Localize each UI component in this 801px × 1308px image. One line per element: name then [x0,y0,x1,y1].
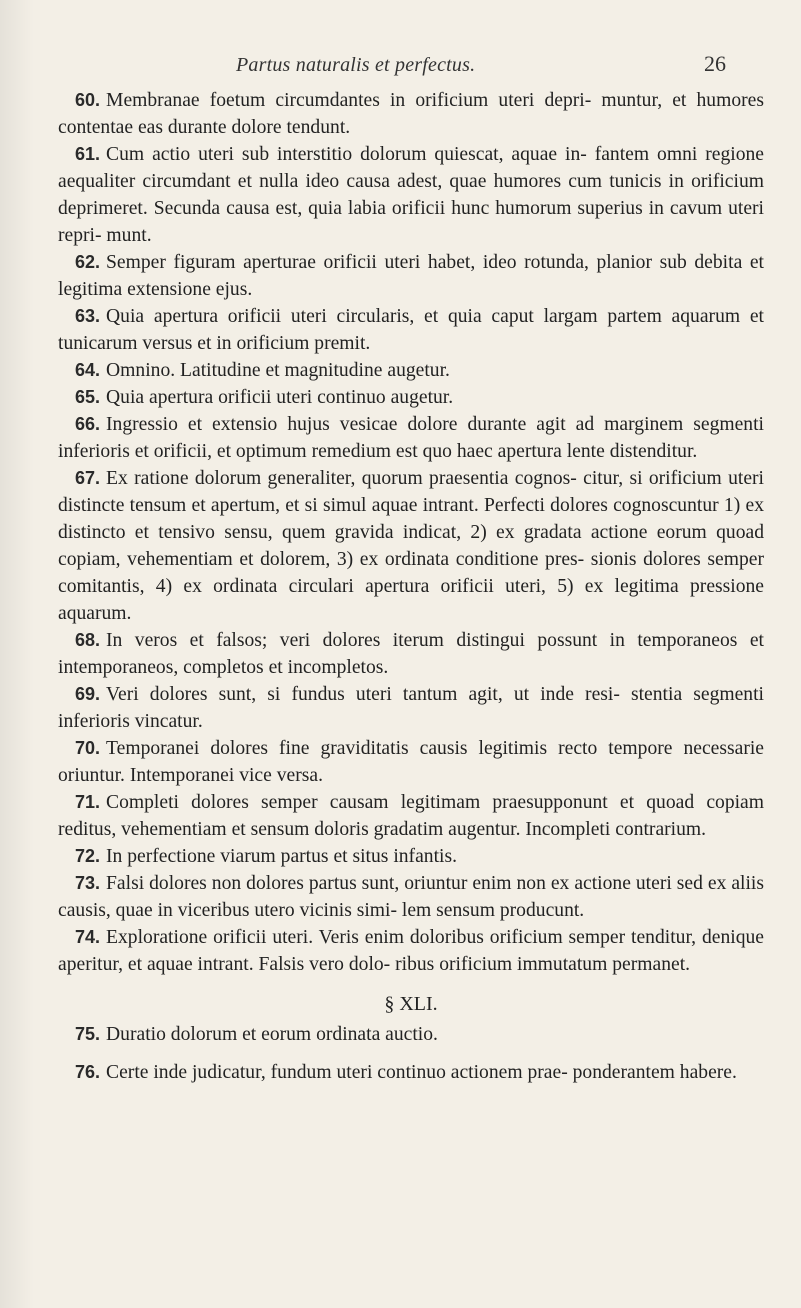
paragraph-60 [58,87,764,141]
paragraph-number: 72. [75,846,101,866]
paragraph-61 [58,141,764,249]
paragraph-text: Falsi dolores non dolores partus sunt, oriuntur enim non ex actione uteri sed ex aliis causis, quae in viceribus utero vicinis simi- lem sensum producunt. [58,873,764,921]
paragraph-number: 68. [75,630,101,650]
paragraph-number: 75. [75,1024,101,1044]
paragraph-number: 61. [75,144,101,164]
paragraph-66 [58,411,764,465]
paragraph-text: Quia apertura orificii uteri continuo augetur. [106,387,454,408]
section-heading: § XLI. [384,993,438,1015]
paragraph-number: 65. [75,387,101,407]
paragraph-number: 64. [75,360,101,380]
paragraph-text: Duratio dolorum et eorum ordinata auctio. [106,1024,438,1045]
paragraph-text: Cum actio uteri sub interstitio dolorum quiescat, aquae in- fantem omni regione aequaliter circumdant et nulla ideo causa adest, quae humores cum tunicis in orificium deprimeret. Secunda causa est, quia labia orificii hunc humorum superius in cavum uteri repri- munt. [58,144,764,246]
main-text [58,87,764,1086]
paragraph-number: 76. [75,1062,101,1082]
paragraph-72 [58,843,764,870]
paragraph-text: Membranae foetum circumdantes in orificium uteri depri- muntur, et humores contentae eas durante dolore tendunt. [58,90,764,138]
running-header [0,51,801,84]
paragraph-number: 62. [75,252,101,272]
paragraph-69 [58,681,764,735]
paragraph-number: 69. [75,684,101,704]
page-number: 26 [704,51,726,76]
paragraph-text: Certe inde judicatur, fundum uteri continuo actionem prae- ponderantem habere. [106,1062,737,1083]
paragraph-number: 74. [75,927,101,947]
paragraph-text: Completi dolores semper causam legitimam praesupponunt et quoad copiam reditus, vehementiam et sensum doloris gradatim augentur. Incompleti contrarium. [58,792,764,840]
paragraph-68 [58,627,764,681]
paragraph-text: Exploratione orificii uteri. Veris enim doloribus orificium semper tenditur, denique aperitur, et aquae intrant. Falsis vero dolo- ribus orificium immutatum permanet. [58,927,764,975]
running-title: Partus naturalis et perfectus. [236,54,476,76]
paragraph-71 [58,789,764,843]
paragraph-65 [58,384,764,411]
paragraph-text: Veri dolores sunt, si fundus uteri tantum agit, ut inde resi- stentia segmenti inferioris vincatur. [58,684,764,732]
paragraph-number: 66. [75,414,101,434]
paragraph-text: Semper figuram aperturae orificii uteri habet, ideo rotunda, planior sub debita et legitima extensione ejus. [58,252,764,300]
paragraph-64 [58,357,764,384]
paragraph-text: Temporanei dolores fine graviditatis causis legitimis recto tempore necessarie oriuntur. Intemporanei vice versa. [58,738,764,786]
paragraph-number: 70. [75,738,101,758]
paragraph-75 [58,1021,764,1048]
paragraph-number: 67. [75,468,101,488]
paragraph-text: Omnino. Latitudine et magnitudine augetur. [106,360,450,381]
paragraph-63 [58,303,764,357]
paragraph-text: In veros et falsos; veri dolores iterum distingui possunt in temporaneos et intemporaneos, completos et incompletos. [58,630,764,678]
paragraph-text: In perfectione viarum partus et situs infantis. [106,846,457,867]
paragraph-number: 63. [75,306,101,326]
paragraph-62 [58,249,764,303]
paragraph-74 [58,924,764,978]
paragraph-76 [58,1059,764,1086]
paragraph-text: Ingressio et extensio hujus vesicae dolore durante agit ad marginem segmenti inferioris et orificii, et optimum remedium est quo haec apertura lente distenditur. [58,414,764,462]
paragraph-text: Quia apertura orificii uteri circularis, et quia caput largam partem aquarum et tunicarum versus et in orificium premit. [58,306,764,354]
paragraph-67 [58,465,764,627]
page-edge-shadow [0,0,34,1308]
paragraph-number: 60. [75,90,101,110]
paragraph-text: Ex ratione dolorum generaliter, quorum praesentia cognos- citur, si orificium uteri distincte tensum et apertum, et si simul aquae intrant. Perfecti dolores cognoscuntur 1) ex distincto et tensivo sensu, quem gravida indicat, 2) ex gradata actione eorum quoad copiam, vehementiam et dolorem, 3) ex ordinata conditione pres- sionis dolores semper comitantis, 4) ex ordinata circulari apertura orificii uteri, 5) ex legitima pressione aquarum. [58,468,764,624]
paragraph-number: 71. [75,792,101,812]
paragraph-70 [58,735,764,789]
paragraph-73 [58,870,764,924]
paragraph-number: 73. [75,873,101,893]
